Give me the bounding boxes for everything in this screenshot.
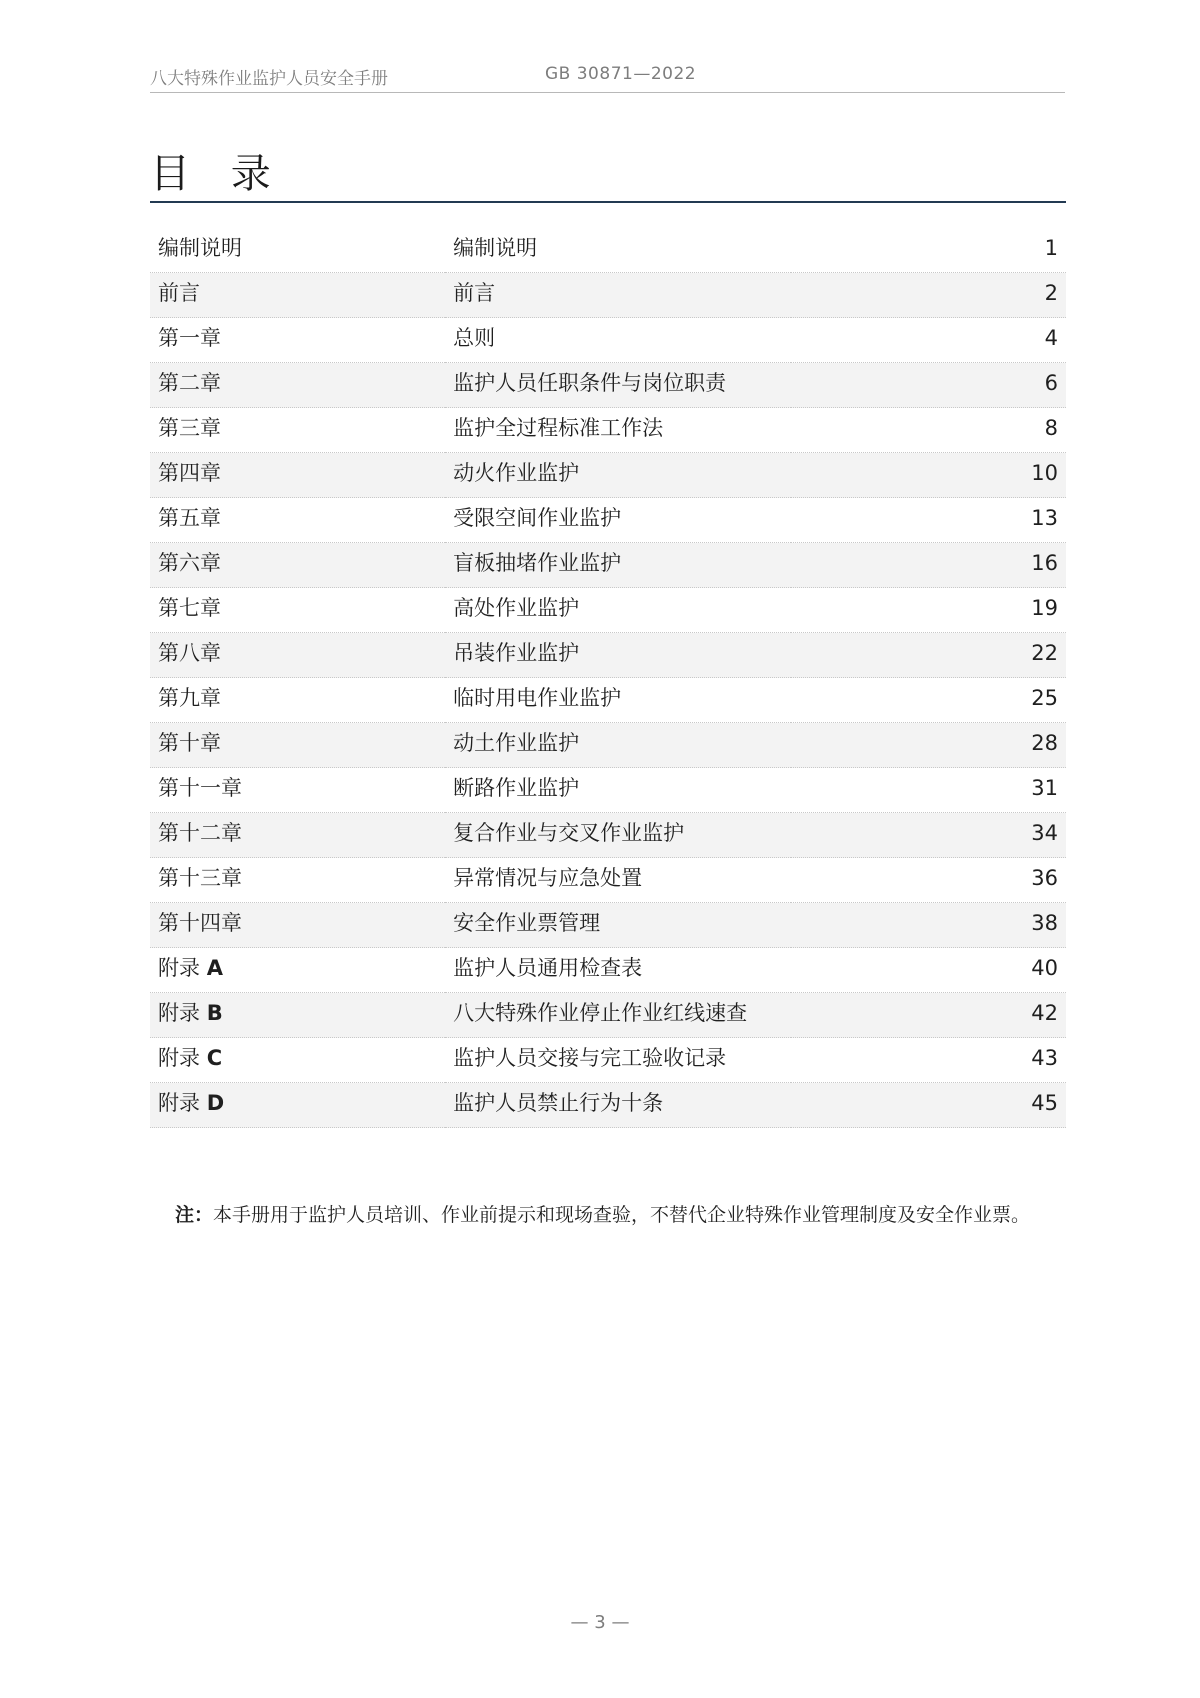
toc-chapter: 第二章 <box>150 363 445 408</box>
toc-entry-title: 临时用电作业监护 <box>445 678 791 723</box>
toc-page-number: 28 <box>791 723 1066 768</box>
toc-row <box>150 228 1066 273</box>
toc-page-number: 8 <box>791 408 1066 453</box>
toc-chapter: 第三章 <box>150 408 445 453</box>
toc-row <box>150 948 1066 993</box>
toc-chapter: 第四章 <box>150 453 445 498</box>
header-standard-code: GB 30871—2022 <box>545 64 697 84</box>
toc-appendix <box>150 993 445 1038</box>
toc-row <box>150 273 1066 318</box>
toc-row <box>150 453 1066 498</box>
toc-entry-title: 监护人员通用检查表 <box>445 948 791 993</box>
toc-row <box>150 588 1066 633</box>
toc-chapter: 第一章 <box>150 318 445 363</box>
toc-chapter: 前言 <box>150 273 445 318</box>
page-number: — 3 — <box>570 1612 630 1633</box>
toc-page-number: 38 <box>791 903 1066 948</box>
toc-page-number: 10 <box>791 453 1066 498</box>
toc-appendix-letter: B <box>206 1001 223 1025</box>
footnote-text: 本手册用于监护人员培训、作业前提示和现场查验，不替代企业特殊作业管理制度及安全作业票。 <box>213 1204 1031 1226</box>
toc-row <box>150 903 1066 948</box>
title-rule <box>150 201 1066 203</box>
toc-page-number: 42 <box>791 993 1066 1038</box>
toc-entry-title: 总则 <box>445 318 791 363</box>
toc-row <box>150 318 1066 363</box>
toc-page-number: 43 <box>791 1038 1066 1083</box>
toc-row <box>150 1083 1066 1128</box>
toc-appendix-label: 附录 <box>158 1001 200 1025</box>
toc-entry-title: 盲板抽堵作业监护 <box>445 543 791 588</box>
toc-row <box>150 408 1066 453</box>
toc-row <box>150 723 1066 768</box>
header-document-title: 八大特殊作业监护人员安全手册 <box>150 69 388 89</box>
toc-row <box>150 543 1066 588</box>
toc-page-number: 45 <box>791 1083 1066 1128</box>
toc-row <box>150 768 1066 813</box>
toc-row <box>150 858 1066 903</box>
toc-page-number: 4 <box>791 318 1066 363</box>
toc-entry-title: 异常情况与应急处置 <box>445 858 791 903</box>
toc-page-number: 31 <box>791 768 1066 813</box>
toc-entry-title: 前言 <box>445 273 791 318</box>
toc-chapter: 第六章 <box>150 543 445 588</box>
toc-entry-title: 受限空间作业监护 <box>445 498 791 543</box>
toc-entry-title: 断路作业监护 <box>445 768 791 813</box>
toc-page-number: 16 <box>791 543 1066 588</box>
toc-entry-title: 编制说明 <box>445 228 791 273</box>
toc-entry-title: 安全作业票管理 <box>445 903 791 948</box>
toc-page-number: 2 <box>791 273 1066 318</box>
toc-appendix-label: 附录 <box>158 956 200 980</box>
toc-entry-title: 监护人员禁止行为十条 <box>445 1083 791 1128</box>
toc-chapter: 第九章 <box>150 678 445 723</box>
toc-page-number: 1 <box>791 228 1066 273</box>
toc-row <box>150 363 1066 408</box>
toc-appendix <box>150 1083 445 1128</box>
toc-chapter: 第十四章 <box>150 903 445 948</box>
toc-entry-title: 动土作业监护 <box>445 723 791 768</box>
toc-appendix <box>150 1038 445 1083</box>
toc-entry-title: 监护人员任职条件与岗位职责 <box>445 363 791 408</box>
footnote-label: 注： <box>175 1204 214 1226</box>
toc-chapter: 第十二章 <box>150 813 445 858</box>
toc-page-number: 40 <box>791 948 1066 993</box>
toc-row <box>150 993 1066 1038</box>
toc-page-number: 36 <box>791 858 1066 903</box>
toc-entry-title: 高处作业监护 <box>445 588 791 633</box>
toc-chapter: 第五章 <box>150 498 445 543</box>
toc-entry-title: 监护人员交接与完工验收记录 <box>445 1038 791 1083</box>
toc-appendix-label: 附录 <box>158 1091 200 1115</box>
toc-page-number: 6 <box>791 363 1066 408</box>
toc-row <box>150 813 1066 858</box>
toc-row <box>150 633 1066 678</box>
toc-row <box>150 498 1066 543</box>
toc-chapter: 第八章 <box>150 633 445 678</box>
running-header <box>150 64 1065 93</box>
toc-page-number: 22 <box>791 633 1066 678</box>
toc-chapter: 第十三章 <box>150 858 445 903</box>
toc-page-number: 19 <box>791 588 1066 633</box>
footnote <box>175 1200 1030 1227</box>
toc-entry-title: 监护全过程标准工作法 <box>445 408 791 453</box>
toc-table <box>150 228 1066 1128</box>
toc-row <box>150 1038 1066 1083</box>
toc-entry-title: 吊装作业监护 <box>445 633 791 678</box>
toc-row <box>150 678 1066 723</box>
toc-chapter: 第十一章 <box>150 768 445 813</box>
toc-appendix <box>150 948 445 993</box>
toc-entry-title: 复合作业与交叉作业监护 <box>445 813 791 858</box>
toc-page-number: 13 <box>791 498 1066 543</box>
toc-chapter: 第七章 <box>150 588 445 633</box>
toc-appendix-letter: A <box>206 956 223 980</box>
toc-appendix-letter: D <box>206 1091 225 1115</box>
toc-chapter: 第十章 <box>150 723 445 768</box>
toc-page-number: 34 <box>791 813 1066 858</box>
toc-entry-title: 八大特殊作业停止作业红线速查 <box>445 993 791 1038</box>
page-title: 目 录 <box>150 151 285 197</box>
toc-appendix-label: 附录 <box>158 1046 200 1070</box>
toc-chapter: 编制说明 <box>150 228 445 273</box>
toc-entry-title: 动火作业监护 <box>445 453 791 498</box>
toc-appendix-letter: C <box>206 1046 223 1070</box>
toc-page-number: 25 <box>791 678 1066 723</box>
